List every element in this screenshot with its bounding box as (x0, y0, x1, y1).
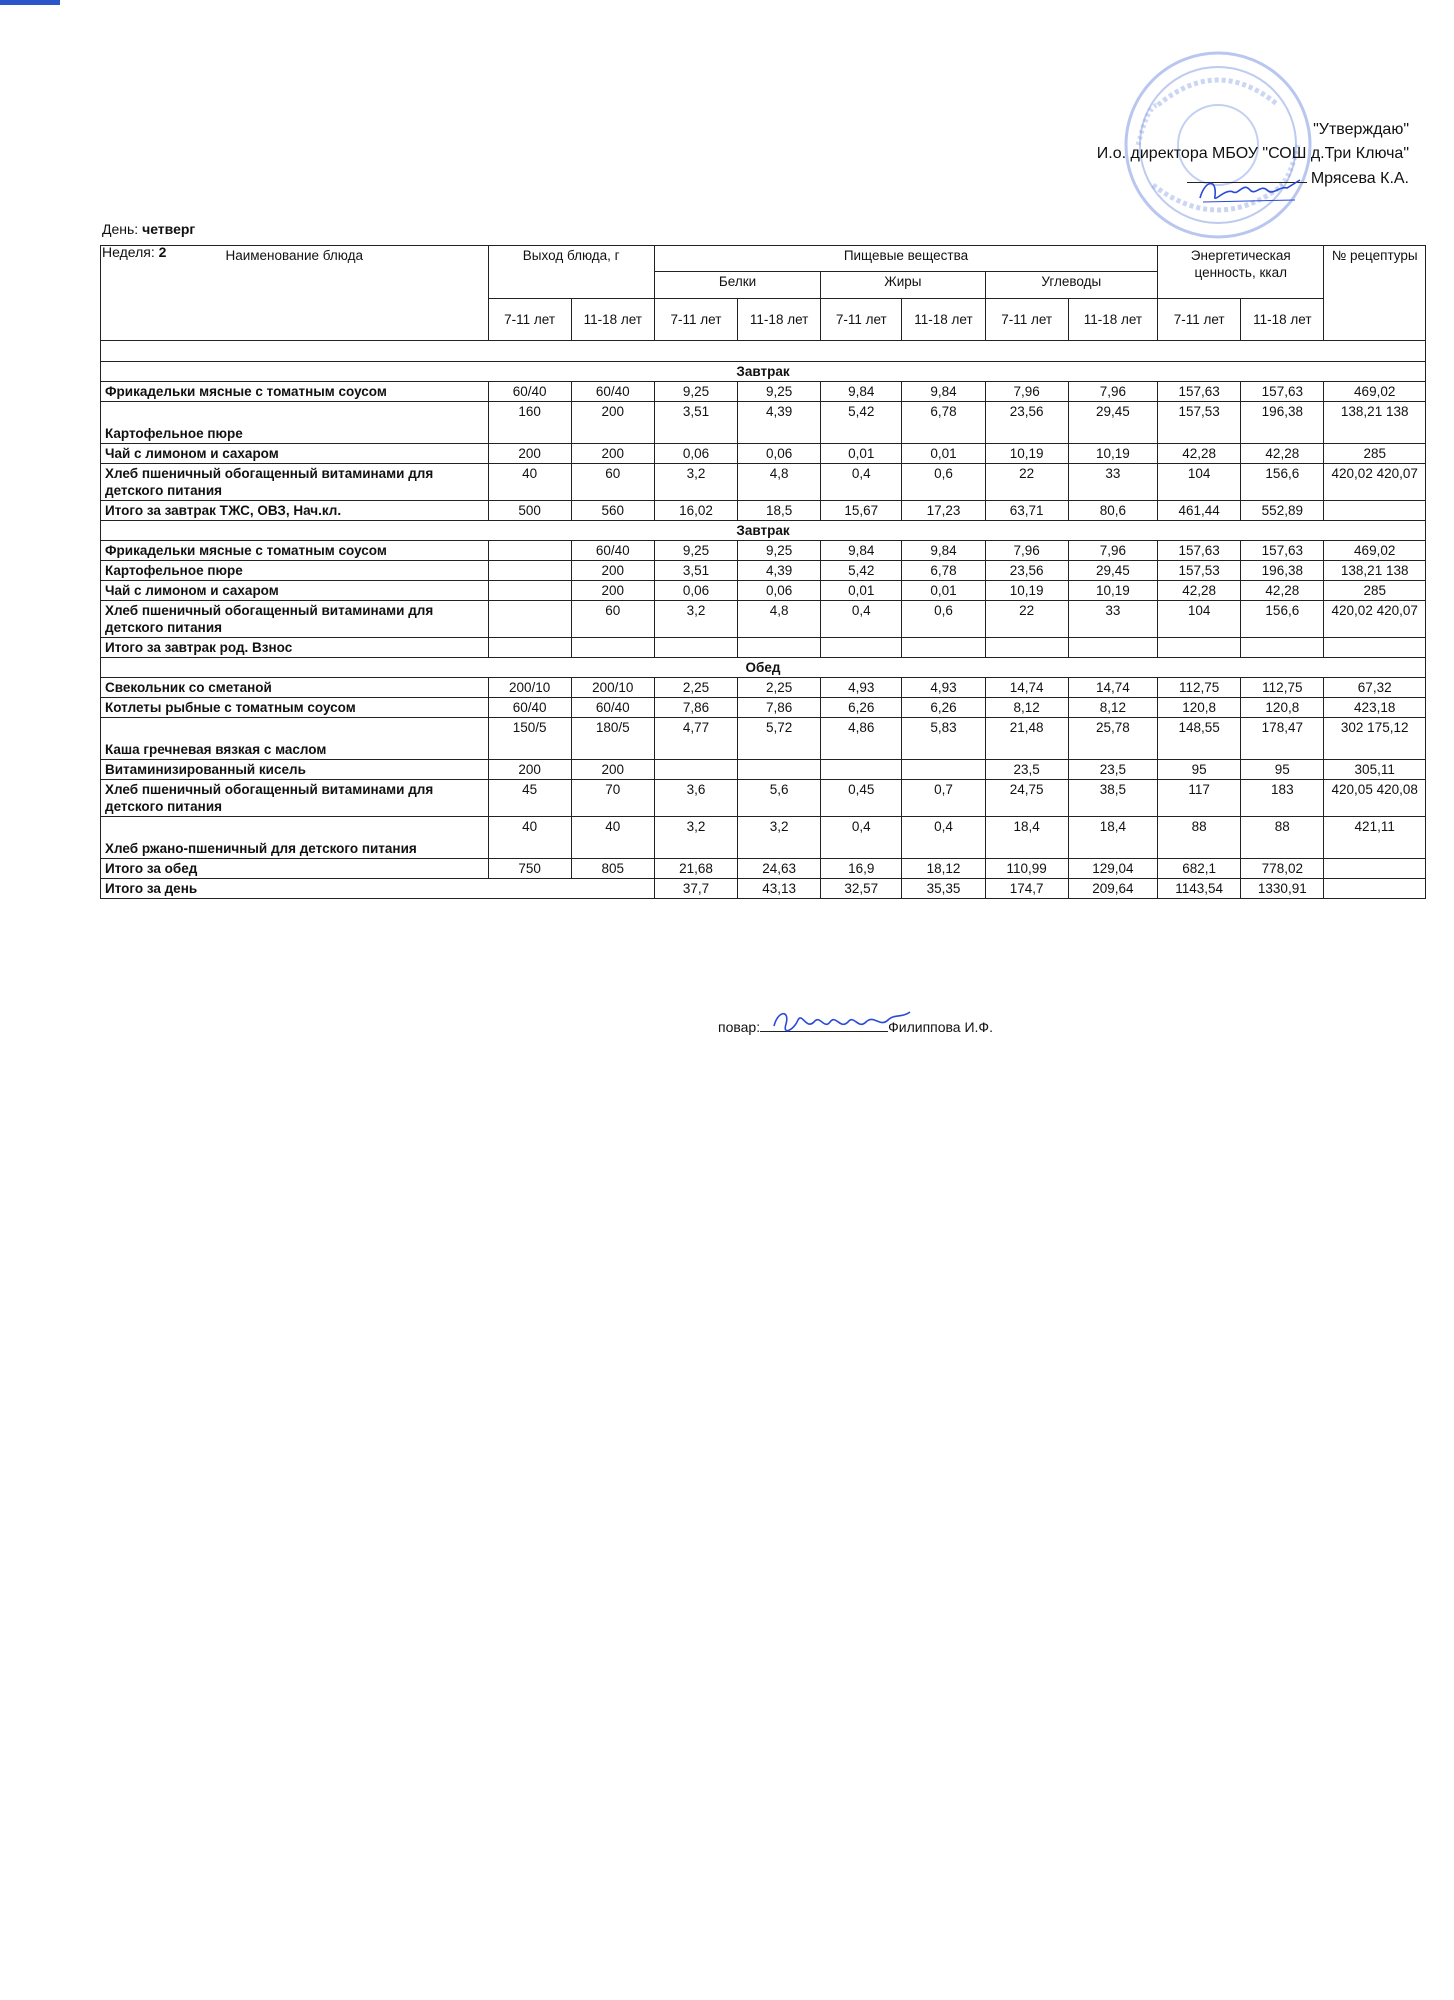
value-cell: 60/40 (488, 698, 571, 718)
dish-name: Свекольник со сметаной (101, 678, 489, 698)
value-cell (821, 760, 902, 780)
dish-name: Чай с лимоном и сахаром (101, 581, 489, 601)
section-title: Завтрак (101, 362, 1426, 382)
value-cell: 4,86 (821, 718, 902, 760)
table-row (101, 718, 1426, 760)
value-cell: 285 (1324, 444, 1426, 464)
value-cell: 682,1 (1158, 859, 1241, 879)
value-cell: 24,75 (985, 780, 1068, 817)
cook-label: повар: (718, 1019, 761, 1035)
value-cell: 42,28 (1241, 444, 1324, 464)
value-cell: 552,89 (1241, 501, 1324, 521)
value-cell: 0,06 (654, 444, 737, 464)
value-cell: 421,11 (1324, 817, 1426, 859)
value-cell: 6,78 (902, 402, 985, 444)
header-recipe: № рецептуры (1324, 246, 1426, 341)
value-cell: 15,67 (821, 501, 902, 521)
value-cell (488, 581, 571, 601)
value-cell: 4,39 (738, 561, 821, 581)
value-cell: 7,96 (985, 382, 1068, 402)
table-row (101, 561, 1426, 581)
header-spacer-row (101, 341, 1426, 362)
value-cell: 22 (985, 601, 1068, 638)
value-cell (654, 760, 737, 780)
value-cell (821, 638, 902, 658)
value-cell (1324, 501, 1426, 521)
value-cell: 14,74 (985, 678, 1068, 698)
value-cell: 120,8 (1158, 698, 1241, 718)
value-cell: 37,7 (654, 879, 737, 899)
value-cell: 7,96 (1068, 382, 1157, 402)
cook-signature (770, 1000, 920, 1042)
day-total-row (101, 879, 1426, 899)
value-cell: 209,64 (1068, 879, 1157, 899)
value-cell: 3,51 (654, 402, 737, 444)
table-row (101, 402, 1426, 444)
value-cell: 4,8 (738, 601, 821, 638)
value-cell: 112,75 (1158, 678, 1241, 698)
value-cell: 63,71 (985, 501, 1068, 521)
menu-table (100, 245, 1426, 899)
value-cell: 3,2 (654, 464, 737, 501)
value-cell: 0,06 (738, 581, 821, 601)
value-cell: 9,84 (821, 541, 902, 561)
value-cell: 67,32 (1324, 678, 1426, 698)
week-value: 2 (158, 244, 167, 260)
value-cell: 38,5 (1068, 780, 1157, 817)
value-cell: 112,75 (1241, 678, 1324, 698)
value-cell: 4,93 (902, 678, 985, 698)
dish-name: Каша гречневая вязкая с маслом (101, 718, 489, 760)
value-cell: 25,78 (1068, 718, 1157, 760)
header-age-young: 7-11 лет (1158, 298, 1241, 340)
value-cell: 0,01 (821, 444, 902, 464)
value-cell: 178,47 (1241, 718, 1324, 760)
value-cell: 0,4 (902, 817, 985, 859)
value-cell: 420,05 420,08 (1324, 780, 1426, 817)
value-cell (902, 760, 985, 780)
value-cell (902, 638, 985, 658)
day-total-label: Итого за день (101, 879, 655, 899)
value-cell: 9,25 (654, 541, 737, 561)
value-cell: 157,53 (1158, 561, 1241, 581)
header-carbs: Углеводы (985, 272, 1158, 298)
value-cell: 6,26 (902, 698, 985, 718)
table-row (101, 601, 1426, 638)
scan-edge-mark (0, 0, 60, 5)
value-cell: 4,8 (738, 464, 821, 501)
value-cell: 18,4 (985, 817, 1068, 859)
value-cell: 40 (488, 817, 571, 859)
value-cell: 17,23 (902, 501, 985, 521)
value-cell: 80,6 (1068, 501, 1157, 521)
dish-name: Витаминизированный кисель (101, 760, 489, 780)
value-cell: 148,55 (1158, 718, 1241, 760)
value-cell: 200 (571, 402, 654, 444)
value-cell: 156,6 (1241, 464, 1324, 501)
value-cell: 469,02 (1324, 382, 1426, 402)
header-age-old: 11-18 лет (1241, 298, 1324, 340)
header-proteins: Белки (654, 272, 820, 298)
header-age-old: 11-18 лет (902, 298, 985, 340)
value-cell: 285 (1324, 581, 1426, 601)
value-cell: 4,77 (654, 718, 737, 760)
value-cell: 88 (1158, 817, 1241, 859)
value-cell: 0,4 (821, 464, 902, 501)
dish-name: Картофельное пюре (101, 561, 489, 581)
value-cell: 5,42 (821, 561, 902, 581)
dish-name: Картофельное пюре (101, 402, 489, 444)
value-cell: 200/10 (488, 678, 571, 698)
value-cell: 33 (1068, 464, 1157, 501)
value-cell: 150/5 (488, 718, 571, 760)
value-cell: 32,57 (821, 879, 902, 899)
value-cell: 2,25 (654, 678, 737, 698)
table-row (101, 859, 1426, 879)
value-cell: 60 (571, 464, 654, 501)
value-cell: 200 (571, 581, 654, 601)
value-cell: 461,44 (1158, 501, 1241, 521)
value-cell: 0,06 (654, 581, 737, 601)
approval-title: "Утверждаю" (1313, 121, 1409, 138)
value-cell: 3,2 (654, 817, 737, 859)
value-cell: 3,51 (654, 561, 737, 581)
value-cell: 560 (571, 501, 654, 521)
value-cell: 18,5 (738, 501, 821, 521)
header-age-old: 11-18 лет (571, 298, 654, 340)
value-cell: 0,4 (821, 601, 902, 638)
header-fats: Жиры (821, 272, 985, 298)
value-cell (654, 638, 737, 658)
value-cell: 9,25 (738, 541, 821, 561)
value-cell: 138,21 138 (1324, 402, 1426, 444)
value-cell: 23,56 (985, 561, 1068, 581)
approval-block (809, 118, 1409, 191)
value-cell: 180/5 (571, 718, 654, 760)
value-cell: 4,93 (821, 678, 902, 698)
approval-signature-line (809, 166, 1409, 191)
table-row (101, 501, 1426, 521)
menu-body (101, 362, 1426, 899)
value-cell: 7,86 (738, 698, 821, 718)
value-cell: 0,01 (902, 444, 985, 464)
value-cell (1068, 638, 1157, 658)
value-cell (488, 541, 571, 561)
value-cell: 160 (488, 402, 571, 444)
header-age-young: 7-11 лет (488, 298, 571, 340)
value-cell: 9,25 (738, 382, 821, 402)
value-cell: 156,6 (1241, 601, 1324, 638)
dish-name: Фрикадельки мясные с томатным соусом (101, 541, 489, 561)
value-cell: 60/40 (488, 382, 571, 402)
value-cell: 302 175,12 (1324, 718, 1426, 760)
value-cell: 104 (1158, 601, 1241, 638)
value-cell (738, 760, 821, 780)
table-row (101, 780, 1426, 817)
header-age-old: 11-18 лет (1068, 298, 1157, 340)
section-row (101, 521, 1426, 541)
value-cell (1324, 638, 1426, 658)
approval-name: Мрясева К.А. (1310, 170, 1409, 187)
table-row (101, 382, 1426, 402)
value-cell: 42,28 (1241, 581, 1324, 601)
value-cell: 7,96 (985, 541, 1068, 561)
value-cell: 200 (488, 444, 571, 464)
value-cell: 0,01 (821, 581, 902, 601)
value-cell: 60/40 (571, 698, 654, 718)
value-cell (488, 561, 571, 581)
dish-name: Фрикадельки мясные с томатным соусом (101, 382, 489, 402)
value-cell: 29,45 (1068, 402, 1157, 444)
value-cell (985, 638, 1068, 658)
value-cell: 23,5 (1068, 760, 1157, 780)
value-cell: 4,39 (738, 402, 821, 444)
table-row (101, 760, 1426, 780)
value-cell: 42,28 (1158, 444, 1241, 464)
value-cell (1158, 638, 1241, 658)
value-cell: 750 (488, 859, 571, 879)
value-cell: 138,21 138 (1324, 561, 1426, 581)
header-energy: Энергетическая ценность, ккал (1158, 246, 1324, 299)
value-cell: 3,2 (654, 601, 737, 638)
table-row (101, 678, 1426, 698)
dish-name: Котлеты рыбные с томатным соусом (101, 698, 489, 718)
value-cell (571, 638, 654, 658)
value-cell: 23,5 (985, 760, 1068, 780)
dish-name: Хлеб пшеничный обогащенный витаминами для детского питания (101, 780, 489, 817)
value-cell: 70 (571, 780, 654, 817)
value-cell: 174,7 (985, 879, 1068, 899)
value-cell: 200 (571, 760, 654, 780)
director-signature (1195, 170, 1305, 210)
section-row (101, 658, 1426, 678)
value-cell: 60 (571, 601, 654, 638)
day-label: День: (102, 221, 139, 237)
value-cell: 500 (488, 501, 571, 521)
value-cell: 5,83 (902, 718, 985, 760)
value-cell: 22 (985, 464, 1068, 501)
value-cell: 200 (571, 561, 654, 581)
value-cell: 0,01 (902, 581, 985, 601)
table-row (101, 541, 1426, 561)
approval-position: И.о. директора МБОУ "СОШ д.Три Ключа" (1096, 145, 1409, 162)
value-cell: 0,45 (821, 780, 902, 817)
value-cell: 104 (1158, 464, 1241, 501)
section-row (101, 362, 1426, 382)
value-cell: 10,19 (1068, 581, 1157, 601)
header-output: Выход блюда, г (488, 246, 654, 299)
value-cell: 35,35 (902, 879, 985, 899)
value-cell: 21,68 (654, 859, 737, 879)
value-cell: 469,02 (1324, 541, 1426, 561)
value-cell: 0,4 (821, 817, 902, 859)
header-age-young: 7-11 лет (654, 298, 737, 340)
value-cell: 9,25 (654, 382, 737, 402)
value-cell: 0,6 (902, 464, 985, 501)
value-cell: 23,56 (985, 402, 1068, 444)
value-cell: 420,02 420,07 (1324, 601, 1426, 638)
dish-name: Итого за обед (101, 859, 489, 879)
value-cell: 6,78 (902, 561, 985, 581)
value-cell: 423,18 (1324, 698, 1426, 718)
week-label: Неделя: (102, 244, 155, 260)
cook-name: Филиппова И.Ф. (888, 1019, 993, 1035)
header-age-young: 7-11 лет (821, 298, 902, 340)
day-line (102, 220, 195, 238)
value-cell: 117 (1158, 780, 1241, 817)
value-cell: 200/10 (571, 678, 654, 698)
value-cell: 778,02 (1241, 859, 1324, 879)
value-cell: 0,6 (902, 601, 985, 638)
value-cell: 40 (571, 817, 654, 859)
value-cell: 95 (1241, 760, 1324, 780)
value-cell: 5,72 (738, 718, 821, 760)
table-row (101, 817, 1426, 859)
value-cell: 8,12 (1068, 698, 1157, 718)
header-age-old: 11-18 лет (738, 298, 821, 340)
value-cell: 120,8 (1241, 698, 1324, 718)
value-cell: 2,25 (738, 678, 821, 698)
value-cell: 42,28 (1158, 581, 1241, 601)
value-cell: 45 (488, 780, 571, 817)
header-nutrients: Пищевые вещества (654, 246, 1157, 272)
value-cell: 21,48 (985, 718, 1068, 760)
value-cell: 9,84 (821, 382, 902, 402)
value-cell: 157,63 (1158, 541, 1241, 561)
value-cell: 95 (1158, 760, 1241, 780)
table-row (101, 638, 1426, 658)
value-cell: 7,96 (1068, 541, 1157, 561)
value-cell: 305,11 (1324, 760, 1426, 780)
value-cell: 1330,91 (1241, 879, 1324, 899)
value-cell: 6,26 (821, 698, 902, 718)
section-title: Завтрак (101, 521, 1426, 541)
value-cell: 14,74 (1068, 678, 1157, 698)
value-cell: 88 (1241, 817, 1324, 859)
value-cell: 805 (571, 859, 654, 879)
dish-name: Хлеб ржано-пшеничный для детского питания (101, 817, 489, 859)
value-cell: 157,63 (1241, 382, 1324, 402)
value-cell (488, 601, 571, 638)
dish-name: Итого за завтрак род. Взнос (101, 638, 489, 658)
value-cell: 33 (1068, 601, 1157, 638)
value-cell: 200 (571, 444, 654, 464)
value-cell: 29,45 (1068, 561, 1157, 581)
value-cell: 157,63 (1158, 382, 1241, 402)
dish-name: Итого за завтрак ТЖС, ОВЗ, Нач.кл. (101, 501, 489, 521)
value-cell: 196,38 (1241, 561, 1324, 581)
table-row (101, 581, 1426, 601)
dish-name: Хлеб пшеничный обогащенный витаминами для детского питания (101, 601, 489, 638)
value-cell: 157,53 (1158, 402, 1241, 444)
header-age-young: 7-11 лет (985, 298, 1068, 340)
table-row (101, 698, 1426, 718)
value-cell: 8,12 (985, 698, 1068, 718)
table-row (101, 464, 1426, 501)
value-cell: 0,7 (902, 780, 985, 817)
value-cell: 420,02 420,07 (1324, 464, 1426, 501)
value-cell: 43,13 (738, 879, 821, 899)
value-cell: 5,42 (821, 402, 902, 444)
value-cell: 10,19 (985, 581, 1068, 601)
value-cell: 24,63 (738, 859, 821, 879)
table-row (101, 444, 1426, 464)
section-title: Обед (101, 658, 1426, 678)
value-cell: 9,84 (902, 382, 985, 402)
value-cell: 200 (488, 760, 571, 780)
value-cell (1324, 879, 1426, 899)
value-cell: 10,19 (1068, 444, 1157, 464)
value-cell: 60/40 (571, 541, 654, 561)
value-cell: 3,2 (738, 817, 821, 859)
dish-name: Чай с лимоном и сахаром (101, 444, 489, 464)
value-cell: 183 (1241, 780, 1324, 817)
value-cell: 9,84 (902, 541, 985, 561)
value-cell: 0,06 (738, 444, 821, 464)
value-cell: 16,9 (821, 859, 902, 879)
value-cell: 10,19 (985, 444, 1068, 464)
value-cell: 18,12 (902, 859, 985, 879)
dish-name: Хлеб пшеничный обогащенный витаминами для детского питания (101, 464, 489, 501)
value-cell: 40 (488, 464, 571, 501)
value-cell: 16,02 (654, 501, 737, 521)
day-value: четверг (142, 221, 196, 237)
value-cell: 5,6 (738, 780, 821, 817)
value-cell: 1143,54 (1158, 879, 1241, 899)
value-cell (488, 638, 571, 658)
value-cell: 3,6 (654, 780, 737, 817)
value-cell: 196,38 (1241, 402, 1324, 444)
value-cell (738, 638, 821, 658)
value-cell: 129,04 (1068, 859, 1157, 879)
value-cell: 60/40 (571, 382, 654, 402)
value-cell (1324, 859, 1426, 879)
header-dish-name: Наименование блюда (101, 246, 489, 341)
value-cell (1241, 638, 1324, 658)
value-cell: 110,99 (985, 859, 1068, 879)
value-cell: 157,63 (1241, 541, 1324, 561)
value-cell: 18,4 (1068, 817, 1157, 859)
value-cell: 7,86 (654, 698, 737, 718)
